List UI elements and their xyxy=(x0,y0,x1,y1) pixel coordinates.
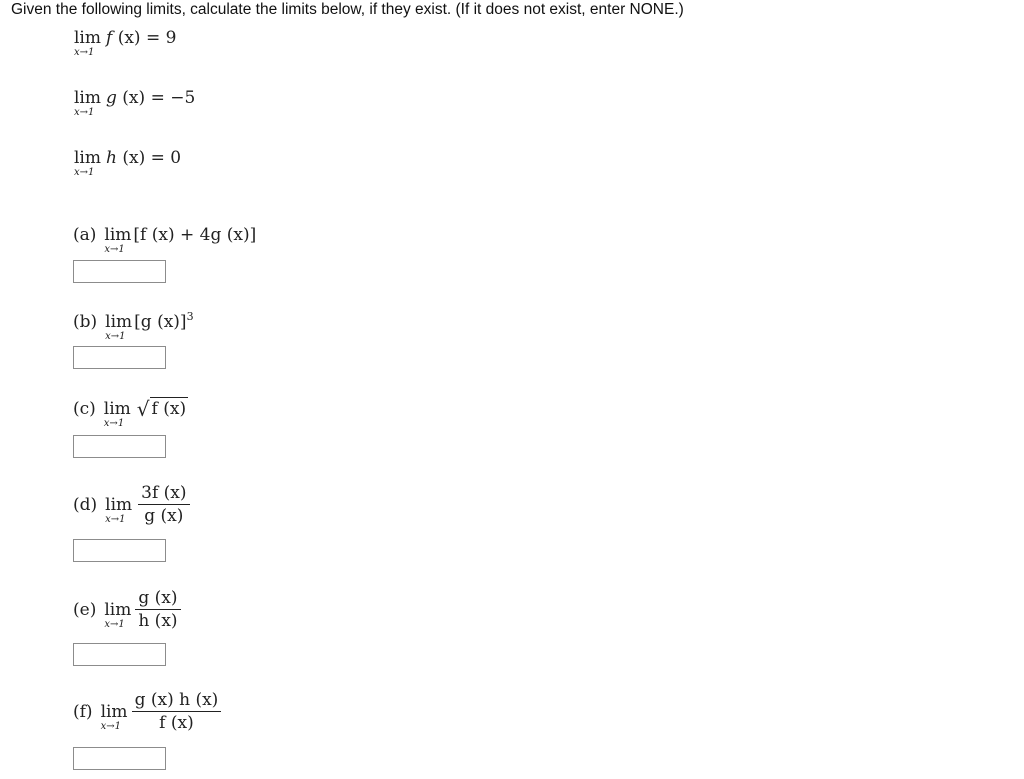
given-limit-g xyxy=(74,88,196,118)
function-name: f xyxy=(106,28,113,48)
limit-expression: [f (x) + 4g (x)] xyxy=(133,225,257,245)
answer-input-f[interactable] xyxy=(73,747,166,770)
function-name: g xyxy=(106,88,117,108)
part-label: (c) xyxy=(73,399,96,419)
limit-expression: [g (x)] xyxy=(134,311,187,332)
lim-subscript: x→1 xyxy=(74,167,95,178)
part-label: (b) xyxy=(73,311,98,332)
part-e-expression xyxy=(73,588,181,631)
lim-subscript: x→1 xyxy=(103,418,125,429)
fraction xyxy=(135,588,180,631)
function-name: h xyxy=(106,148,117,168)
lim-subscript: x→1 xyxy=(105,513,126,525)
answer-input-e[interactable] xyxy=(73,643,166,666)
lim-operator: lim x→1 xyxy=(104,599,132,630)
limit-value: = 9 xyxy=(145,28,177,48)
numerator: g (x) xyxy=(135,588,180,610)
lim-operator: lim x→1 xyxy=(104,225,132,255)
part-label: (e) xyxy=(73,599,97,620)
radical-sign: √ xyxy=(136,397,150,421)
lim-operator: lim x→1 xyxy=(105,494,133,525)
lim-subscript: x→1 xyxy=(74,107,95,118)
lim-operator: lim x→1 xyxy=(74,148,101,178)
given-limit-f xyxy=(74,28,177,58)
denominator: g (x) xyxy=(144,506,184,526)
lim-subscript: x→1 xyxy=(104,618,125,630)
numerator: g (x) h (x) xyxy=(132,690,222,712)
fraction xyxy=(132,690,222,733)
part-d-expression xyxy=(73,483,190,526)
lim-subscript: x→1 xyxy=(104,244,125,255)
function-arg: (x) xyxy=(122,88,146,108)
answer-input-a[interactable] xyxy=(73,260,166,283)
part-f-expression xyxy=(73,690,221,733)
given-limit-h xyxy=(74,148,182,178)
square-root xyxy=(137,397,188,421)
answer-input-d[interactable] xyxy=(73,539,166,562)
exponent: 3 xyxy=(186,310,194,323)
denominator: f (x) xyxy=(159,713,194,733)
numerator: 3f (x) xyxy=(138,483,189,505)
question-instructions: Given the following limits, calculate the limits below, if they exist. (If it does not exist, enter NONE.) xyxy=(11,1,684,18)
part-label: (f) xyxy=(73,701,93,722)
lim-operator: lim x→1 xyxy=(74,88,101,118)
lim-operator: lim x→1 xyxy=(103,399,131,429)
lim-operator: lim x→1 xyxy=(74,28,101,58)
answer-input-b[interactable] xyxy=(73,346,166,369)
answer-input-c[interactable] xyxy=(73,435,166,458)
lim-subscript: x→1 xyxy=(100,720,121,732)
limit-value: = −5 xyxy=(150,88,196,108)
fraction xyxy=(138,483,189,526)
lim-subscript: x→1 xyxy=(74,47,95,58)
part-label: (a) xyxy=(73,225,97,245)
part-label: (d) xyxy=(73,494,98,515)
lim-subscript: x→1 xyxy=(105,330,126,342)
part-a-expression xyxy=(73,225,257,255)
part-b-expression xyxy=(73,310,194,342)
lim-operator: lim x→1 xyxy=(105,311,133,342)
lim-operator: lim x→1 xyxy=(100,701,128,732)
function-arg: (x) xyxy=(122,148,146,168)
radicand: f (x) xyxy=(151,399,187,419)
limit-value: = 0 xyxy=(150,148,182,168)
part-c-expression xyxy=(73,397,188,429)
denominator: h (x) xyxy=(138,611,178,631)
function-arg: (x) xyxy=(117,28,141,48)
